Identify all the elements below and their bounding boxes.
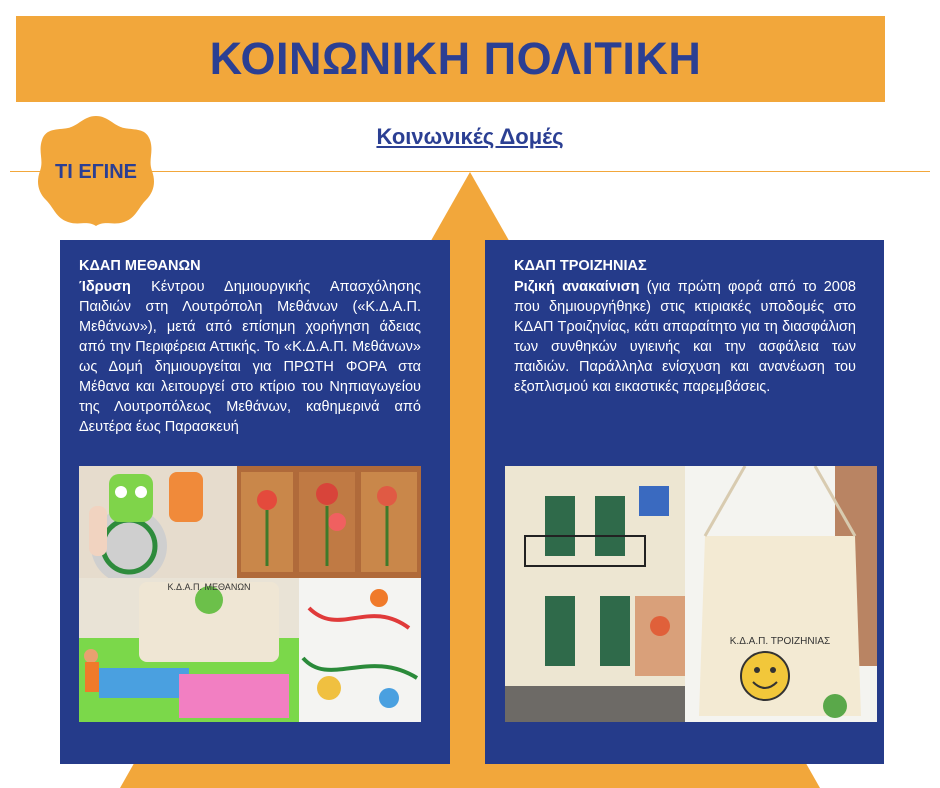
page-title: ΚΟΙΝΩΝΙΚΗ ΠΟΛΙΤΙΚΗ	[209, 33, 702, 84]
panel-kdap-troizinias	[485, 240, 884, 764]
panel-heading: ΚΔΑΠ ΤΡΟΙΖΗΝΙΑΣ	[514, 258, 647, 274]
photo-tote-bag	[685, 466, 877, 722]
header-banner	[16, 16, 885, 102]
section-subtitle: Κοινωνικές Δομές	[376, 124, 564, 149]
photo-drawings	[299, 578, 421, 722]
panel-description: (για πρώτη φορά από το 2008 που δημιουργήθηκε) στις κτιριακές υποδομές στο ΚΔΑΠ Τροιζηνίας, κάτι απαραίτητο για τη διασφάλιση των συνθηκών υγιεινής και την ασφάλεια των παιδιών. Παράλληλα ενίσχυση και ανανέωση του εξοπλισμού και εικαστικές παρεμβάσεις.	[514, 279, 856, 395]
badge-label: ΤΙ ΕΓΙΝΕ	[54, 161, 138, 183]
panel-heading: ΚΔΑΠ ΜΕΘΑΝΩΝ	[79, 258, 201, 274]
panel-kdap-methanon	[60, 240, 450, 764]
bag-label-troizinias: Κ.Δ.Α.Π. ΤΡΟΙΖΗΝΙΑΣ	[729, 636, 831, 647]
bag-label-methanon: Κ.Δ.Α.Π. ΜΕΘΑΝΩΝ	[167, 582, 251, 592]
panel-lead: Ίδρυση	[79, 279, 131, 295]
photo-flower-art	[237, 466, 421, 578]
photo-bag-classroom	[79, 578, 299, 722]
panel-text	[79, 277, 421, 437]
photo-building	[505, 466, 685, 722]
panel-lead: Ριζική ανακαίνιση	[514, 279, 640, 295]
panel-text	[514, 277, 856, 397]
panel-description: Κέντρου Δημιουργικής Απασχόλησης Παιδιών στη Λουτρόπολη Μεθάνων («Κ.Δ.Α.Π. Μεθάνων»), μετά από επίσημη χορήγηση άδειας από την Περιφέρεια Αττικής. Το «Κ.Δ.Α.Π. Μεθάνων» ως Δομή δημιουργείται για ΠΡΩΤΗ ΦΟΡΑ στα Μέθανα και λειτουργεί στο κτίριο του Νηπιαγωγείου της Λουτροπόλεως Μεθάνων, καθημερινά από Δευτέρα έως Παρασκευή	[79, 279, 421, 435]
photo-crafts-kids	[79, 466, 237, 578]
